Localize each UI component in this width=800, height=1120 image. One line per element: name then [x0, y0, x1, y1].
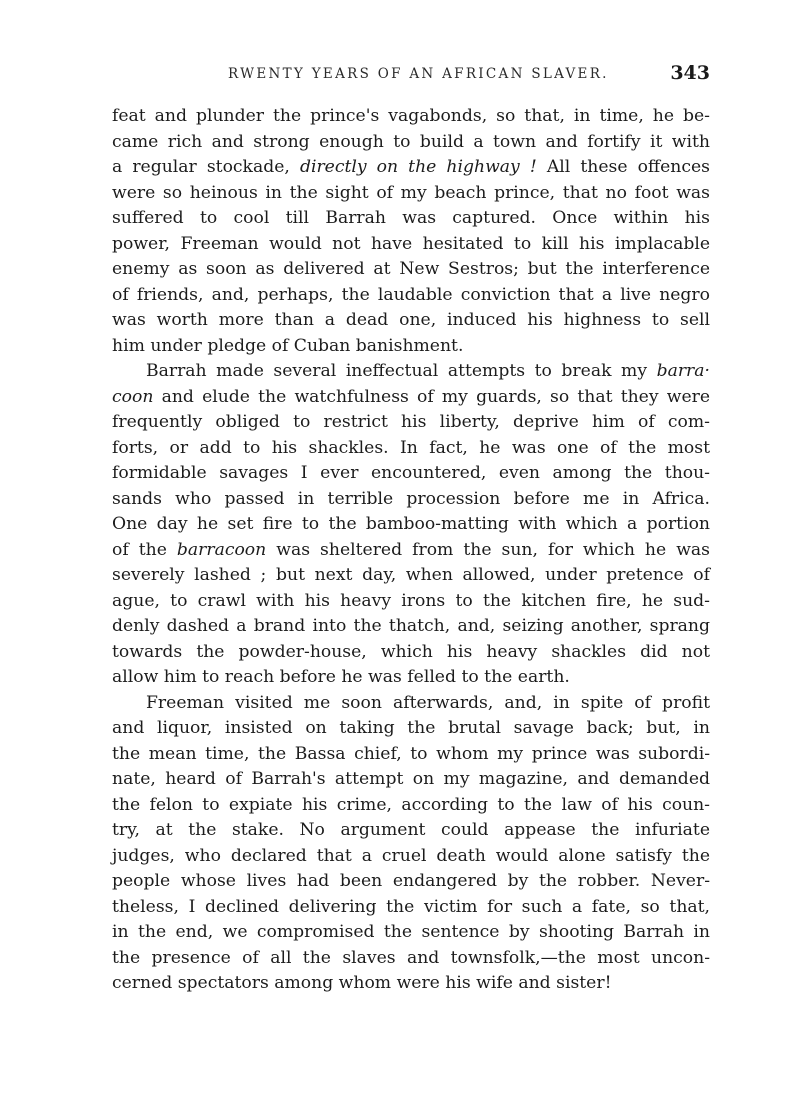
text-line: One day he set fire to the bamboo-matting with which a portion	[112, 514, 710, 534]
text-line: coon and elude the watchfulness of my guards, so that they were	[112, 386, 710, 407]
italic-word: coon	[112, 386, 154, 407]
text-line: Freeman visited me soon afterwards, and, in spite of profit	[146, 692, 710, 713]
text-line: cerned spectators among whom were his wife and sister!	[112, 973, 612, 993]
italic-word: barracoon	[176, 539, 267, 560]
text-line: ague, to crawl with his heavy irons to the kitchen fire, he sud-	[112, 590, 710, 611]
body-text	[112, 104, 710, 997]
text-line: feat and plunder the prince's vagabonds, so that, in time, he be-	[112, 106, 710, 126]
text-line: of the barracoon was sheltered from the sun, for which he was	[112, 539, 710, 560]
italic-word: barra·	[656, 361, 710, 381]
text-line: sands who passed in terrible procession before me in Africa.	[112, 488, 710, 509]
text-line: enemy as soon as delivered at New Sestros; but the interference	[112, 259, 710, 279]
text-line: people whose lives had been endangered by the robber. Never-	[112, 871, 710, 891]
text-line: formidable savages I ever encountered, even among the thou-	[112, 463, 710, 483]
running-header	[112, 62, 710, 88]
text-line: allow him to reach before he was felled to the earth.	[112, 667, 570, 687]
text-line: and liquor, insisted on taking the brutal savage back; but, in	[112, 718, 710, 738]
text-line: judges, who declared that a cruel death would alone satisfy the	[112, 845, 710, 866]
page-number: 343	[670, 62, 710, 84]
text-line: suffered to cool till Barrah was captured. Once within his	[112, 208, 710, 228]
text-line: a regular stockade, directly on the highway ! All these offences	[112, 157, 710, 177]
text-line: try, at the stake. No argument could appease the infuriate	[112, 820, 710, 840]
text-line: Barrah made several ineffectual attempts to break my barra·	[146, 361, 710, 381]
text-line: frequently obliged to restrict his liberty, deprive him of com-	[112, 412, 710, 432]
text-line: power, Freeman would not have hesitated to kill his implacable	[112, 233, 710, 254]
text-line: towards the powder-house, which his heavy shackles did not	[112, 641, 710, 662]
text-line: the mean time, the Bassa chief, to whom my prince was subordi-	[112, 743, 710, 764]
italic-phrase: directly on the highway !	[299, 157, 537, 177]
running-title: RWENTY YEARS OF AN AFRICAN SLAVER.	[228, 66, 609, 82]
text-line: the felon to expiate his crime, according to the law of his coun-	[112, 794, 710, 815]
text-line: him under pledge of Cuban banishment.	[112, 335, 464, 356]
text-line: severely lashed ; but next day, when allowed, under pretence of	[112, 565, 710, 585]
text-line: in the end, we compromised the sentence by shooting Barrah in	[112, 922, 710, 942]
text-line: denly dashed a brand into the thatch, and, seizing another, sprang	[112, 616, 710, 636]
text-line: came rich and strong enough to build a town and fortify it with	[112, 131, 710, 152]
text-line: forts, or add to his shackles. In fact, he was one of the most	[112, 437, 710, 458]
text-line: the presence of all the slaves and townsfolk,—the most uncon-	[112, 947, 710, 968]
text-line: were so heinous in the sight of my beach prince, that no foot was	[112, 182, 710, 203]
text-line: theless, I declined delivering the victim for such a fate, so that,	[112, 896, 710, 917]
text-line: of friends, and, perhaps, the laudable conviction that a live negro	[112, 284, 710, 305]
text-line: nate, heard of Barrah's attempt on my magazine, and demanded	[112, 769, 710, 789]
text-line: was worth more than a dead one, induced his highness to sell	[112, 310, 710, 330]
